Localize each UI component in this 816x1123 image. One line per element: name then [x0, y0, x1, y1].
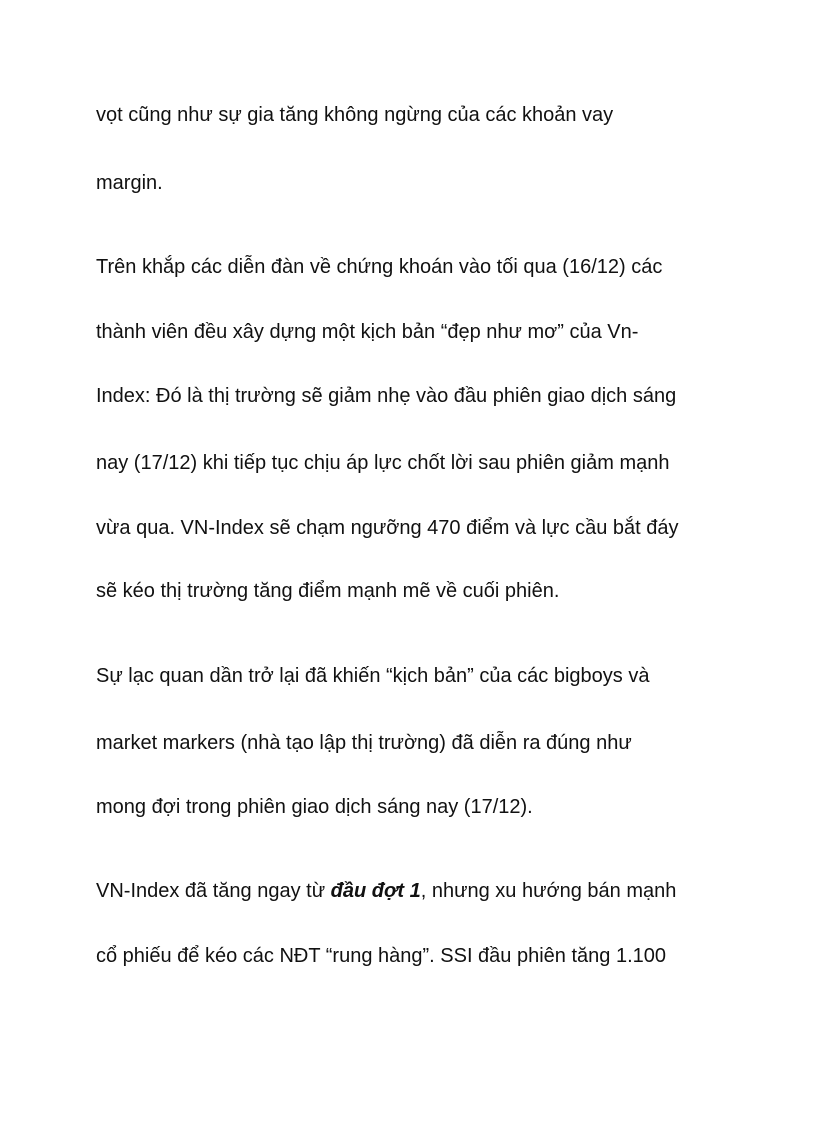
- text-line: [96, 879, 676, 903]
- text-segment: , nhưng xu hướng bán mạnh: [420, 880, 677, 902]
- text-segment: VN-Index đã tăng ngay từ: [96, 880, 331, 902]
- text-line: cổ phiếu để kéo các NĐT “rung hàng”. SSI đầu phiên tăng 1.100: [96, 945, 667, 967]
- text-line: market markers (nhà tạo lập thị trường) đã diễn ra đúng như: [96, 732, 632, 754]
- emphasized-text: đầu đợt 1: [330, 880, 421, 902]
- text-line: Sự lạc quan dần trở lại đã khiến “kịch bản” của các bigboys và: [96, 665, 650, 687]
- text-line: sẽ kéo thị trường tăng điểm mạnh mẽ về cuối phiên.: [96, 580, 560, 602]
- text-line: mong đợi trong phiên giao dịch sáng nay (17/12).: [96, 796, 533, 818]
- text-line: vừa qua. VN-Index sẽ chạm ngưỡng 470 điểm và lực cầu bắt đáy: [96, 517, 679, 539]
- text-line: margin.: [96, 172, 163, 194]
- text-line: Index: Đó là thị trường sẽ giảm nhẹ vào đầu phiên giao dịch sáng: [96, 385, 677, 407]
- text-line: vọt cũng như sự gia tăng không ngừng của các khoản vay: [96, 104, 614, 126]
- text-line: thành viên đều xây dựng một kịch bản “đẹp như mơ” của Vn-: [96, 321, 639, 343]
- text-line: Trên khắp các diễn đàn về chứng khoán vào tối qua (16/12) các: [96, 256, 663, 278]
- text-line: nay (17/12) khi tiếp tục chịu áp lực chốt lời sau phiên giảm mạnh: [96, 452, 670, 474]
